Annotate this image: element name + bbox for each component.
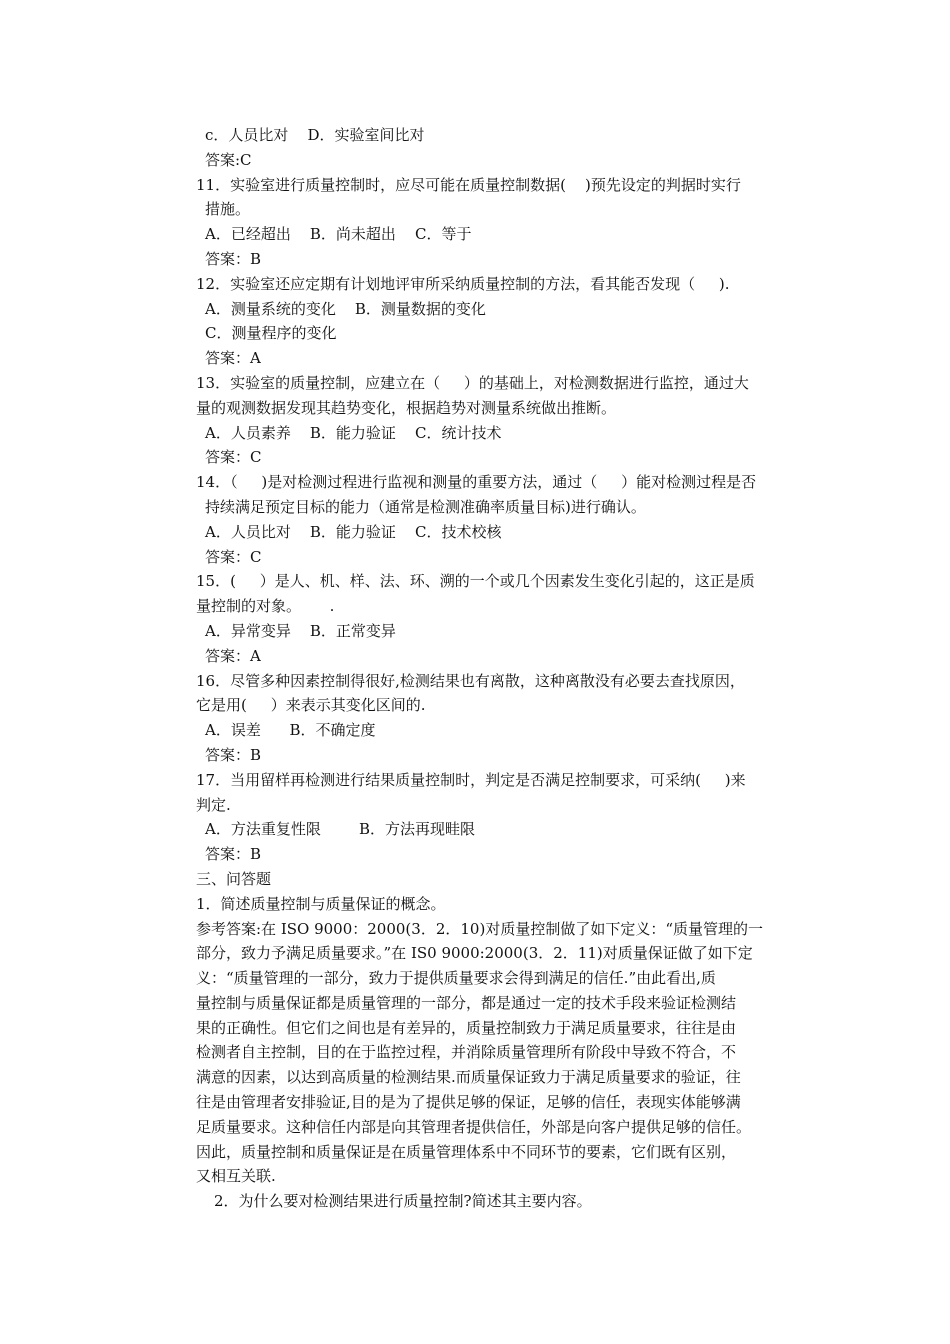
text-line: 义：“质量管理的一部分，致力于提供质量要求会得到满足的信任.”由此看出,质 <box>196 969 716 988</box>
text-line: 它是用( ）来表示其变化区间的. <box>196 696 426 715</box>
text-line: c．人员比对 D．实验室间比对 <box>205 126 425 144</box>
text-line: A．误差 B．不确定度 <box>205 721 376 740</box>
text-line: 持续满足预定目标的能力（通常是检测准确率质量目标)进行确认。 <box>205 497 646 516</box>
text-line: 答案：C <box>205 448 262 467</box>
text-line: 答案：B <box>205 845 262 864</box>
text-line: C．测量程序的变化 <box>205 324 337 343</box>
text-line: A．人员比对 B．能力验证 C．技术校核 <box>205 522 502 541</box>
text-line: 足质量要求。这种信任内部是向其管理者提供信任，外部是向客户提供足够的信任。 <box>196 1117 752 1136</box>
text-line: 答案：A <box>205 349 261 368</box>
text-line: 检测者自主控制，目的在于监控过程，并消除质量管理所有阶段中导致不符合，不 <box>196 1043 737 1062</box>
text-line: 部分，致力予满足质量要求。”在 IS0 9000:2000(3．2．11)对质量保证做了如下定 <box>196 944 753 963</box>
text-line: 2．为什么要对检测结果进行质量控制?简述其主要内容。 <box>214 1192 592 1211</box>
text-line: 13．实验室的质量控制，应建立在（ ）的基础上，对检测数据进行监控，通过大 <box>196 373 749 392</box>
text-line: 答案：B <box>205 745 262 764</box>
text-line: 答案：B <box>205 249 262 268</box>
document-page <box>196 123 826 1214</box>
text-line: 量的观测数据发现其趋势变化，根据趋势对测量系统做出推断。 <box>196 398 617 417</box>
text-line: 因此，质量控制和质量保证是在质量管理体系中不同环节的要素，它们既有区别， <box>196 1142 737 1161</box>
text-line: A．测量系统的变化 B．测量数据的变化 <box>205 299 486 318</box>
text-line: 17．当用留样再检测进行结果质量控制时，判定是否满足控制要求，可采纳( )来 <box>196 770 746 789</box>
text-line: 往是由管理者安排验证,目的是为了提供足够的保证，足够的信任，表现实体能够满 <box>196 1093 741 1112</box>
text-line: A．异常变异 B．正常变异 <box>205 621 396 640</box>
text-line: 参考答案:在 ISO 9000：2000(3．2．10)对质量控制做了如下定义：“质量管理的一 <box>196 919 763 938</box>
text-line: 答案：C <box>205 547 262 566</box>
text-line: 答案:C <box>205 150 252 169</box>
text-line: 三、问答题 <box>196 869 272 888</box>
text-line: 15．( ）是人、机、样、法、环、溯的一个或几个因素发生变化引起的，这正是质 <box>196 572 755 591</box>
text-line: 11．实验室进行质量控制时，应尽可能在质量控制数据( )预先设定的判据时实行 <box>196 175 741 194</box>
text-line: 12．实验室还应定期有计划地评审所采纳质量控制的方法，看其能否发现（ ). <box>196 274 730 293</box>
text-line: 1．简述质量控制与质量保证的概念。 <box>196 894 446 913</box>
text-line: 量控制与质量保证都是质量管理的一部分，都是通过一定的技术手段来验证检测结 <box>196 993 737 1012</box>
text-line: 又相互关联. <box>196 1167 276 1186</box>
text-line: 量控制的对象。 . <box>196 597 335 616</box>
text-line: A．已经超出 B．尚未超出 C．等于 <box>205 225 472 244</box>
text-line: 判定. <box>196 795 231 814</box>
text-line: A．方法重复性限 B．方法再现畦限 <box>205 820 476 839</box>
text-line: 14．（ )是对检测过程进行监视和测量的重要方法，通过（ ）能对检测过程是否 <box>196 473 757 492</box>
text-line: 答案：A <box>205 646 261 665</box>
text-line: 措施。 <box>205 200 251 219</box>
text-line: A．人员素养 B．能力验证 C．统计技术 <box>205 423 502 442</box>
text-line: 16．尽管多种因素控制得很好,检测结果也有离散，这种离散没有必要去查找原因， <box>196 671 745 690</box>
text-line: 满意的因素，以达到高质量的检测结果.而质量保证致力于满足质量要求的验证，往 <box>196 1068 741 1087</box>
text-line: 果的正确性。但它们之间也是有差异的，质量控制致力于满足质量要求，往往是由 <box>196 1018 737 1037</box>
